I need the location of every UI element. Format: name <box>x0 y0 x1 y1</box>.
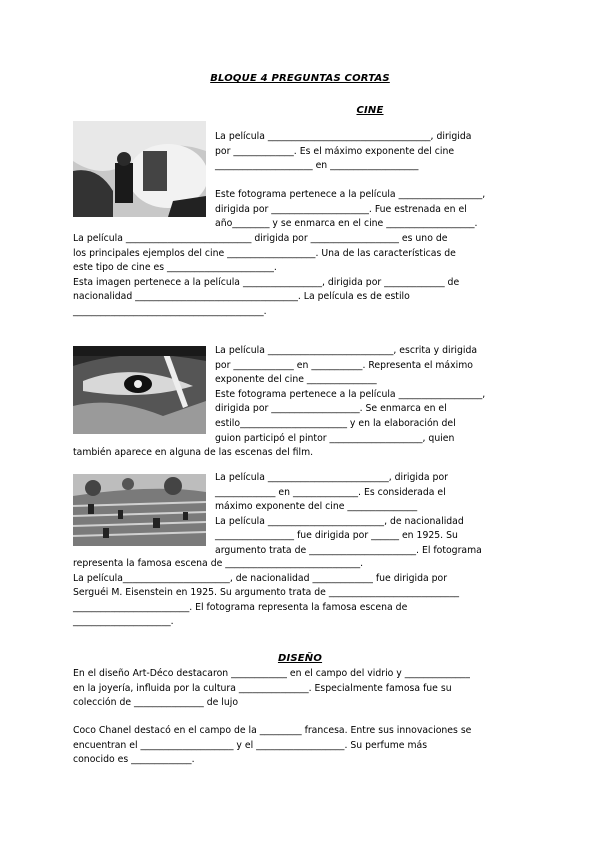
text-line: Serguéi M. Eisenstein en 1925. Su argumento trata de ____________________________ <box>73 587 460 599</box>
text-line: Coco Chanel destacó en el campo de la _________ francesa. Entre sus innovaciones se <box>73 725 472 736</box>
section-heading-cine: CINE <box>356 105 384 116</box>
text-line: encuentran el ____________________ y el ___________________. Su perfume más <box>73 739 428 751</box>
section-heading-diseno: DISEÑO <box>277 653 323 664</box>
text-line: dirigida por _____________________. Fue estrenada en el <box>215 203 467 215</box>
text-line: En el diseño Art-Déco destacaron ____________ en el campo del vidrio y ______________ <box>73 668 470 679</box>
text-line: por _____________ en ___________. Representa el máximo <box>215 359 473 371</box>
text-line: _____________________. <box>73 616 174 628</box>
cine-block1-right <box>215 188 485 232</box>
text-line: La película_______________________, de nacionalidad _____________ fue dirigida por <box>73 572 448 584</box>
text-line: La película ___________________________________, dirigida <box>215 131 472 142</box>
text-line: Esta imagen pertenece a la película _________________, dirigida por _____________ de <box>73 276 460 288</box>
text-line: La película __________________________, dirigida por <box>215 472 448 483</box>
text-line: _____________ en ______________. Es considerada el <box>215 486 446 498</box>
text-line: año________ y se enmarca en el cine ___________________. <box>215 218 478 230</box>
text-line: _________________________. El fotograma representa la famosa escena de <box>73 601 408 613</box>
page-title: BLOQUE 4 PREGUNTAS CORTAS <box>210 73 390 84</box>
text-line: nacionalidad ___________________________________. La película es de estilo <box>73 291 410 303</box>
diseno-paragraph-1 <box>73 667 470 711</box>
text-line: estilo_______________________ y en la elaboración del <box>215 417 456 429</box>
text-line: guion participó el pintor ____________________, quien <box>215 432 455 444</box>
film-still-image-2 <box>73 346 206 434</box>
film-still-image-1 <box>73 121 206 217</box>
text-line: por _____________. Es el máximo exponente del cine <box>215 145 455 157</box>
text-line: máximo exponente del cine _______________ <box>215 501 418 513</box>
text-line: representa la famosa escena de _____________________________. <box>73 558 364 569</box>
text-line: _____________________ en ___________________ <box>215 160 419 172</box>
cine-block2-right <box>215 344 485 446</box>
cine-block3-right <box>215 471 482 559</box>
text-line: La película ___________________________, escrita y dirigida <box>215 345 478 356</box>
cine-block3-full <box>73 557 459 630</box>
text-line: también aparece en alguna de las escenas del film. <box>73 447 314 458</box>
text-line: Este fotograma pertenece a la película __________________, <box>215 189 486 200</box>
text-line: este tipo de cine es _______________________. <box>73 262 277 274</box>
text-line: _________________ fue dirigida por ______ en 1925. Su <box>215 530 458 542</box>
cine-block1-top <box>215 130 471 174</box>
text-line: los principales ejemplos del cine ___________________. Una de las características de <box>73 247 456 259</box>
text-line: La película ___________________________ dirigida por ___________________ es uno de <box>73 233 448 244</box>
cine-block2-full <box>73 446 313 461</box>
text-line: exponente del cine _______________ <box>215 374 377 386</box>
text-line: La película _________________________, de nacionalidad <box>215 515 464 527</box>
cine-block1-full <box>73 232 459 320</box>
text-line: _________________________________________. <box>73 305 267 317</box>
text-line: colección de _______________ de lujo <box>73 697 239 709</box>
text-line: argumento trata de _______________________. El fotograma <box>215 544 482 556</box>
text-line: conocido es _____________. <box>73 754 195 766</box>
film-still-image-3 <box>73 474 206 546</box>
diseno-paragraph-2 <box>73 724 471 768</box>
text-line: en la joyería, influida por la cultura _______________. Especialmente famosa fue su <box>73 682 452 694</box>
text-line: Este fotograma pertenece a la película __________________, <box>215 388 486 400</box>
text-line: dirigida por ___________________. Se enmarca en el <box>215 403 447 415</box>
